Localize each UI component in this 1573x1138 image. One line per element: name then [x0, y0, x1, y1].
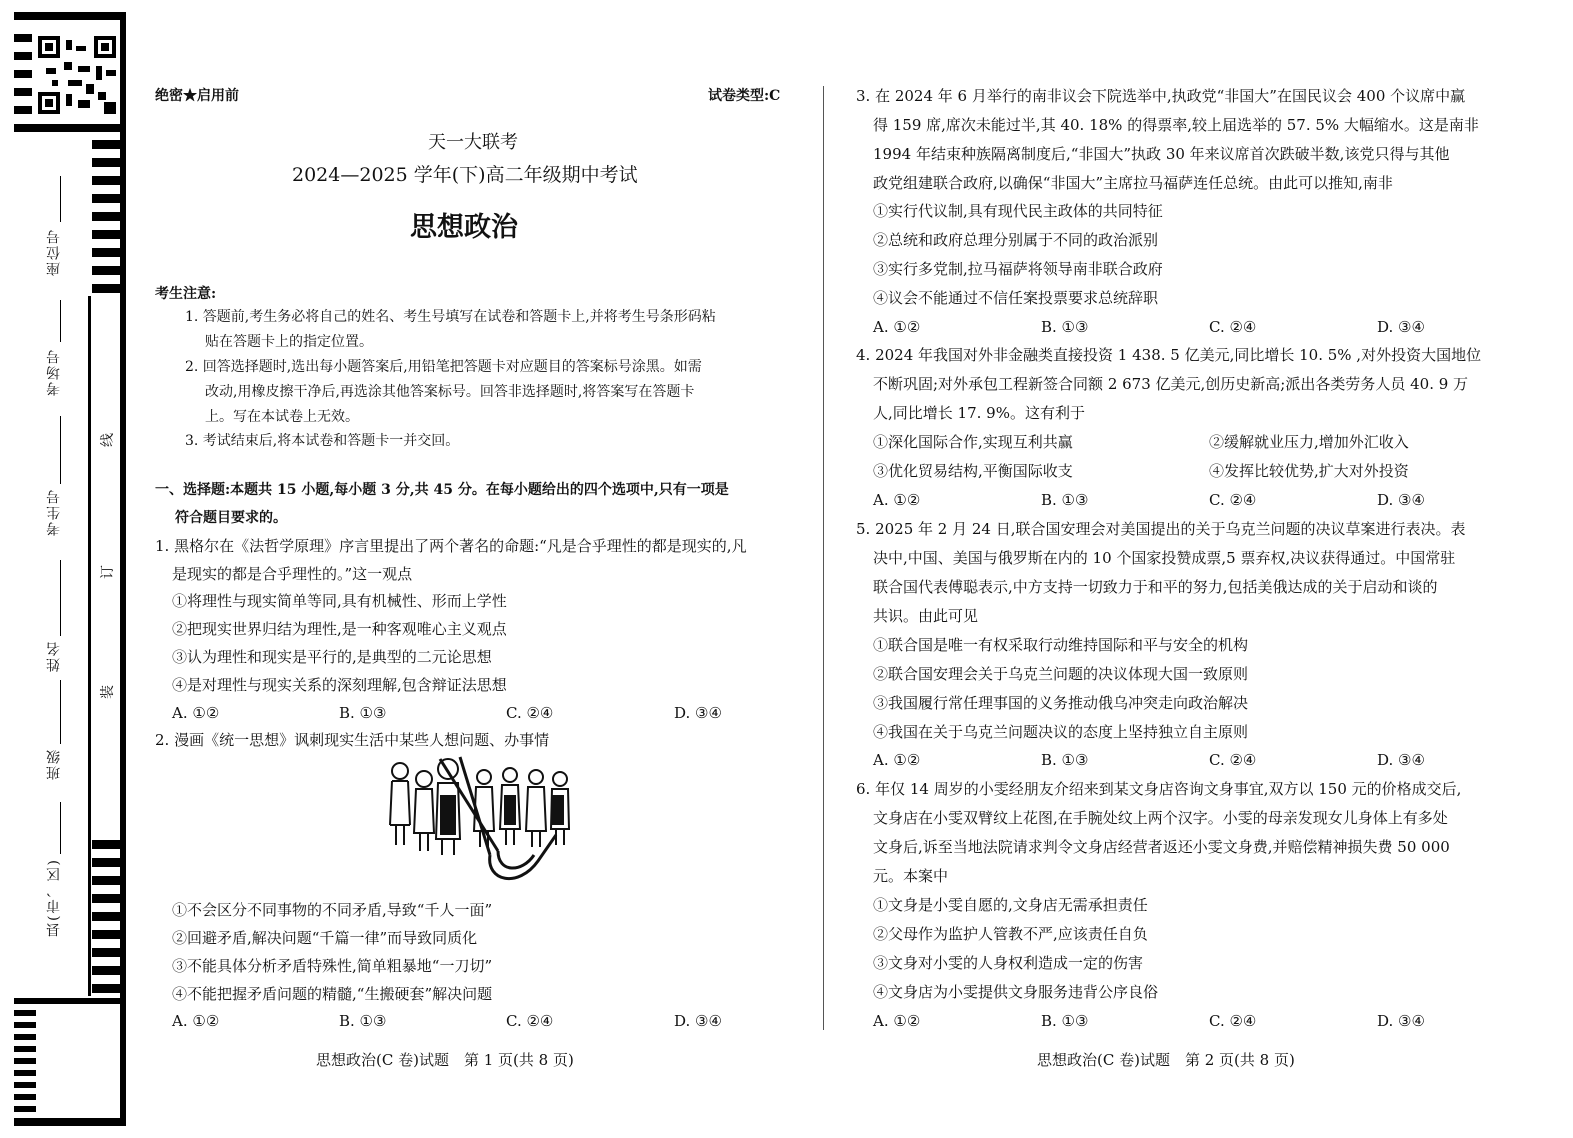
q6-stem: 元。本案中: [873, 867, 949, 885]
class-label: 班级: [46, 748, 62, 780]
page1-footer: 思想政治(C 卷)试题 第 1 页(共 8 页): [316, 1051, 574, 1069]
q6-stem: 文身店在小雯双臂纹上花图,在手腕处纹上两个汉字。小雯的母亲发现女儿身体上有多处: [873, 809, 1448, 827]
q3-item: ③实行多党制,拉马福萨将领导南非联合政府: [873, 260, 1163, 278]
q1-item: ③认为理性和现实是平行的,是典型的二元论思想: [172, 648, 492, 666]
county-label: 县(市、区): [46, 858, 62, 937]
q2-choice-b[interactable]: B. ①③: [339, 1012, 387, 1030]
candidate-number-label: 考生号: [46, 488, 62, 536]
binding-bar: [92, 140, 120, 149]
q4-choice-c[interactable]: C. ②④: [1209, 491, 1257, 509]
qr-code: [38, 36, 116, 114]
q3-stem: 政党组建联合政府,以确保“非国大”主席拉马福萨连任总统。由此可以推知,南非: [873, 174, 1393, 192]
q6-choice-d[interactable]: D. ③④: [1377, 1012, 1425, 1030]
binding-bar: [14, 1070, 36, 1076]
binding-bar: [92, 248, 120, 257]
q2-item: ④不能把握矛盾问题的精髓,“生搬硬套”解决问题: [172, 985, 493, 1003]
q1-stem: 1. 黑格尔在《法哲学原理》序言里提出了两个著名的命题:“凡是合乎理性的都是现实的,凡: [155, 537, 747, 555]
notice-line: 1. 答题前,考生务必将自己的姓名、考生号填写在试卷和答题卡上,并将考生号条形码粘: [185, 309, 716, 325]
binding-bar: [88, 296, 91, 996]
q5-item: ①联合国是唯一有权采取行动维持国际和平与安全的机构: [873, 636, 1249, 654]
barcode-bar: [14, 124, 120, 132]
name-line[interactable]: [60, 560, 61, 636]
q1-item: ④是对理性与现实关系的深刻理解,包含辩证法思想: [172, 676, 507, 694]
q5-item: ②联合国安理会关于乌克兰问题的决议体现大国一致原则: [873, 665, 1249, 683]
q5-choice-a[interactable]: A. ①②: [873, 751, 921, 769]
q6-choice-c[interactable]: C. ②④: [1209, 1012, 1257, 1030]
notice-line: 2. 回答选择题时,选出每小题答案后,用铅笔把答题卡对应题目的答案标号涂黑。如需: [185, 359, 702, 375]
barcode-bar: [14, 34, 32, 42]
county-line[interactable]: [60, 802, 61, 854]
q2-stem: 2. 漫画《统一思想》讽刺现实生活中某些人想问题、办事情: [155, 731, 550, 749]
barcode-bar: [14, 70, 32, 78]
q3-stem: 得 159 席,席次未能过半,其 40. 18% 的得票率,较上届选举的 57. 5% 大幅缩水。这是南非: [873, 116, 1479, 134]
q2-choice-c[interactable]: C. ②④: [506, 1012, 554, 1030]
q4-choice-d[interactable]: D. ③④: [1377, 491, 1425, 509]
q2-choice-a[interactable]: A. ①②: [172, 1012, 220, 1030]
q4-item: ①深化国际合作,实现互利共赢: [873, 433, 1073, 451]
subject-title: 思想政治: [410, 212, 518, 243]
binding-bar: [14, 1010, 36, 1016]
q3-item: ④议会不能通过不信任案投票要求总统辞职: [873, 289, 1159, 307]
q3-choice-a[interactable]: A. ①②: [873, 318, 921, 336]
q3-stem: 1994 年结束种族隔离制度后,“非国大”执政 30 年来议席首次跌破半数,该党只得与其他: [873, 145, 1450, 163]
binding-bar: [92, 984, 120, 993]
q5-item: ④我国在关于乌克兰问题决议的态度上坚持独立自主原则: [873, 723, 1249, 741]
q4-choice-a[interactable]: A. ①②: [873, 491, 921, 509]
binding-bar: [14, 998, 120, 1004]
page2-footer: 思想政治(C 卷)试题 第 2 页(共 8 页): [1037, 1051, 1295, 1069]
paper-type-label: 试卷类型:C: [708, 88, 781, 104]
seat-number-line[interactable]: [60, 176, 61, 222]
barcode-bar: [14, 88, 32, 96]
binding-bar: [14, 1022, 36, 1028]
binding-bar: [92, 194, 120, 203]
binding-bar: [14, 1034, 36, 1040]
notice-title: 考生注意:: [155, 286, 217, 302]
q5-stem: 决中,中国、美国与俄罗斯在内的 10 个国家投赞成票,5 票弃权,决议获得通过。中国常驻: [873, 549, 1456, 567]
q6-choice-b[interactable]: B. ①③: [1041, 1012, 1089, 1030]
q6-item: ④文身店为小雯提供文身服务违背公序良俗: [873, 983, 1159, 1001]
binding-bar: [92, 158, 120, 167]
q2-item: ②回避矛盾,解决问题“千篇一律”而导致同质化: [172, 929, 478, 947]
q1-item: ①将理性与现实简单等同,具有机械性、形而上学性: [172, 592, 507, 610]
candidate-number-line[interactable]: [60, 416, 61, 484]
q6-stem: 6. 年仅 14 周岁的小雯经朋友介绍来到某文身店咨询文身事宜,双方以 150 元的价格成交后,: [856, 780, 1462, 798]
q5-choice-d[interactable]: D. ③④: [1377, 751, 1425, 769]
seal-char-bind: 装: [100, 685, 116, 699]
barcode-bar: [14, 52, 32, 60]
binding-bar: [14, 1046, 36, 1052]
exam-room-label: 考场号: [46, 348, 62, 396]
name-label: 姓名: [46, 640, 62, 672]
exam-title: 2024—2025 学年(下)高二年级期中考试: [292, 164, 638, 186]
cartoon-illustration: [386, 755, 574, 889]
q3-item: ②总统和政府总理分别属于不同的政治派别: [873, 231, 1159, 249]
seal-char-line: 线: [100, 433, 116, 447]
binding-bar: [92, 284, 120, 293]
q4-stem: 不断巩固;对外承包工程新签合同额 2 673 亿美元,创历史新高;派出各类劳务人员 40. 9 万: [873, 375, 1469, 393]
binding-bar: [92, 876, 120, 885]
binding-bar: [92, 894, 120, 903]
binding-strip: [0, 0, 130, 1138]
q2-item: ①不会区分不同事物的不同矛盾,导致“千人一面”: [172, 901, 493, 919]
binding-border-bottom: [14, 1118, 126, 1126]
q3-choice-b[interactable]: B. ①③: [1041, 318, 1089, 336]
binding-bar: [92, 840, 120, 849]
q1-choice-a[interactable]: A. ①②: [172, 704, 220, 722]
notice-line: 上。写在本试卷上无效。: [205, 409, 359, 425]
q2-choice-d[interactable]: D. ③④: [674, 1012, 722, 1030]
q1-stem: 是现实的都是合乎理性的。”这一观点: [172, 565, 413, 583]
binding-border-right: [120, 12, 126, 1124]
q6-choice-a[interactable]: A. ①②: [873, 1012, 921, 1030]
binding-bar: [14, 1106, 36, 1112]
q3-choice-c[interactable]: C. ②④: [1209, 318, 1257, 336]
q5-choice-b[interactable]: B. ①③: [1041, 751, 1089, 769]
q5-choice-c[interactable]: C. ②④: [1209, 751, 1257, 769]
q4-stem: 4. 2024 年我国对外非金融类直接投资 1 438. 5 亿美元,同比增长 10. 5% ,对外投资大国地位: [856, 346, 1482, 364]
q4-item: ③优化贸易结构,平衡国际收支: [873, 462, 1073, 480]
q5-stem: 共识。由此可见: [873, 607, 979, 625]
q2-item: ③不能具体分析矛盾特殊性,简单粗暴地“一刀切”: [172, 957, 493, 975]
binding-bar: [14, 1094, 36, 1100]
q5-stem: 联合国代表傅聪表示,中方支持一切致力于和平的努力,包括美俄达成的关于启动和谈的: [873, 578, 1438, 596]
binding-bar: [92, 212, 120, 221]
section-heading: 一、选择题:本题共 15 小题,每小题 3 分,共 45 分。在每小题给出的四个选项中,只有一项是: [155, 482, 729, 498]
q4-item: ④发挥比较优势,扩大对外投资: [1209, 462, 1409, 480]
notice-line: 贴在答题卡上的指定位置。: [205, 334, 373, 350]
seat-number-label: 座位号: [46, 228, 62, 276]
q5-item: ③我国履行常任理事国的义务推动俄乌冲突走向政治解决: [873, 694, 1249, 712]
binding-bar: [92, 230, 120, 239]
q4-choice-b[interactable]: B. ①③: [1041, 491, 1089, 509]
q3-item: ①实行代议制,具有现代民主政体的共同特征: [873, 202, 1163, 220]
binding-bar: [14, 1058, 36, 1064]
binding-border-top: [14, 12, 126, 20]
q6-item: ①文身是小雯自愿的,文身店无需承担责任: [873, 896, 1148, 914]
binding-bar: [92, 266, 120, 275]
org-title: 天一大联考: [428, 132, 518, 153]
q4-item: ②缓解就业压力,增加外汇收入: [1209, 433, 1409, 451]
binding-bar: [92, 930, 120, 939]
binding-bar: [92, 858, 120, 867]
q6-item: ③文身对小雯的人身权利造成一定的伤害: [873, 954, 1144, 972]
q1-choice-b[interactable]: B. ①③: [339, 704, 387, 722]
binding-bar: [14, 1082, 36, 1088]
q1-choice-c[interactable]: C. ②④: [506, 704, 554, 722]
binding-bar: [92, 176, 120, 185]
seal-char-staple: 订: [100, 565, 116, 579]
page-divider: [823, 86, 824, 1030]
q4-stem: 人,同比增长 17. 9%。这有利于: [873, 404, 1085, 422]
notice-line: 3. 考试结束后,将本试卷和答题卡一并交回。: [185, 433, 460, 449]
exam-room-line[interactable]: [60, 300, 61, 342]
q6-item: ②父母作为监护人管教不严,应该责任自负: [873, 925, 1148, 943]
binding-bar: [92, 948, 120, 957]
q1-item: ②把现实世界归结为理性,是一种客观唯心主义观点: [172, 620, 507, 638]
q5-stem: 5. 2025 年 2 月 24 日,联合国安理会对美国提出的关于乌克兰问题的决议草案进行表决。表: [856, 520, 1466, 538]
notice-line: 改动,用橡皮擦干净后,再选涂其他答案标号。回答非选择题时,将答案写在答题卡: [205, 384, 695, 400]
binding-bar: [92, 912, 120, 921]
class-line[interactable]: [60, 680, 61, 744]
q6-stem: 文身后,诉至当地法院请求判令文身店经营者返还小雯文身费,并赔偿精神损失费 50 000: [873, 838, 1450, 856]
binding-bar: [92, 966, 120, 975]
confidential-label: 绝密★启用前: [155, 88, 239, 104]
q1-choice-d[interactable]: D. ③④: [674, 704, 722, 722]
section-heading-cont: 符合题目要求的。: [175, 510, 287, 526]
q3-stem: 3. 在 2024 年 6 月举行的南非议会下院选举中,执政党“非国大”在国民议会 400 个议席中赢: [856, 87, 1466, 105]
q3-choice-d[interactable]: D. ③④: [1377, 318, 1425, 336]
barcode-bar: [14, 106, 32, 114]
